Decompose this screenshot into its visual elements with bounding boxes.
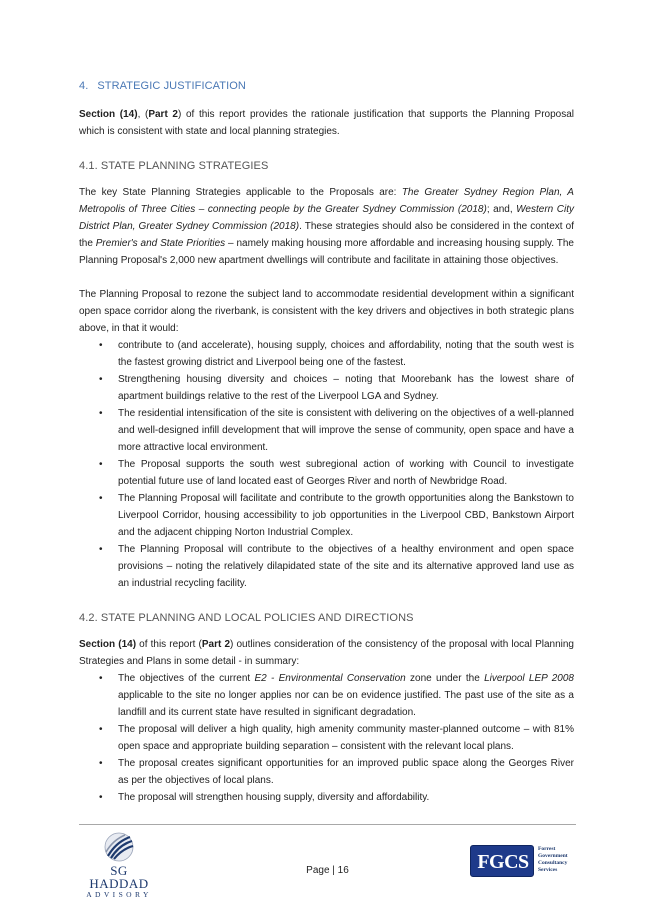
list-item xyxy=(79,337,574,371)
text-run: The key State Planning Strategies applicable to the Proposals are: xyxy=(79,187,402,198)
fgcs-line: Services xyxy=(538,867,558,873)
list-item-text: The proposal creates significant opportunities for an improved public space along the Georges River as per the objectives of local plans. xyxy=(118,758,574,786)
part-ref: Part 2 xyxy=(148,109,178,120)
section-4-intro xyxy=(79,106,574,140)
page-number: Page | 16 xyxy=(306,865,349,876)
fgcs-name-lines xyxy=(538,846,568,874)
text-run: zone under the xyxy=(405,673,485,684)
section-4-1-para-1 xyxy=(79,184,574,269)
bullet-icon: • xyxy=(99,758,103,769)
section-4-2-intro xyxy=(79,636,574,670)
italic-run: The Greater Sydney Region Plan, A Metropolis of Three Cities – connecting people by the Greater Sydney Commission (2018) xyxy=(79,187,574,215)
bullet-icon: • xyxy=(99,459,103,470)
section-ref: Section (14) xyxy=(79,639,137,650)
fgcs-line: Forrest xyxy=(538,846,556,852)
list-item-text: contribute to (and accelerate), housing supply, choices and affordability, noting that the south west is the fastest growing district and Liverpool being one of the fastest. xyxy=(118,340,574,368)
logo-left-subtitle: ADVISORY xyxy=(86,890,152,899)
list-item-text: The Planning Proposal will contribute to the objectives of a healthy environment and open space provisions – noting the relatively dilapidated state of the site and its alternative approved land use as an industrial recycling facility. xyxy=(118,544,574,589)
fgcs-abbreviation: FGCS xyxy=(477,851,529,873)
list-item xyxy=(79,670,574,721)
sg-haddad-logo-icon xyxy=(100,832,138,862)
bullet-icon: • xyxy=(99,724,103,735)
section-4-title: STRATEGIC JUSTIFICATION xyxy=(97,80,246,92)
italic-run: Liverpool LEP 2008 xyxy=(484,673,574,684)
italic-run: Premier's and State Priorities xyxy=(95,238,226,249)
part-ref: Part 2 xyxy=(201,639,231,650)
bullet-icon: • xyxy=(99,493,103,504)
italic-run: E2 - Environmental Conservation xyxy=(254,673,406,684)
list-item xyxy=(79,541,574,592)
fgcs-logo xyxy=(470,845,576,877)
bullet-icon: • xyxy=(99,544,103,555)
text-run: ; and, xyxy=(486,204,517,215)
list-item xyxy=(79,490,574,541)
text-run: applicable to the site no longer applies nor can be on evidence justified. The past use of the site as a landfill and its current state have resulted in significant degradation. xyxy=(118,690,574,718)
list-item-text: The Planning Proposal will facilitate and contribute to the growth opportunities along the Bankstown to Liverpool Corridor, housing accessibility to job opportunities in the Liverpool CBD, Bankstown Airport and the adjacent chipping Norton Industrial Complex. xyxy=(118,493,574,538)
text-run: ) of this report provides the rationale justification that supports the Planning Proposal which is consistent with state and local planning strategies. xyxy=(79,109,575,137)
text-run: of this report ( xyxy=(136,639,202,650)
page-content xyxy=(79,78,574,806)
section-ref: Section (14) xyxy=(79,109,138,120)
section-4-1-heading: 4.1. STATE PLANNING STRATEGIES xyxy=(79,160,269,172)
italic-run: Western City District Plan, Greater Sydney Commission (2018) xyxy=(79,204,574,232)
section-4-1-para-2: The Planning Proposal to rezone the subject land to accommodate residential development within a significant open space corridor along the riverbank, is consistent with the key drivers and objectives in both strategic plans above, in that it would: xyxy=(79,289,574,334)
text-run: – namely making housing more affordable and increasing housing supply. The Planning Proposal's 2,000 new apartment dwellings will contribute and facilitate in attaining those objectives. xyxy=(79,238,574,266)
text-run: , ( xyxy=(137,109,149,120)
section-4-heading xyxy=(79,78,574,95)
list-item xyxy=(79,755,574,789)
logo-left-name: SG HADDAD xyxy=(89,863,149,891)
list-item xyxy=(79,405,574,456)
text-run: The objectives of the current xyxy=(118,673,255,684)
section-4-1-bullet-list xyxy=(79,337,574,592)
text-run: ) outlines consideration of the consistency of the proposal with local Planning Strategies and Plans in some detail - in summary: xyxy=(79,639,574,667)
sg-haddad-logo xyxy=(80,832,158,899)
section-4-2-bullet-list xyxy=(79,670,574,806)
bullet-icon: • xyxy=(99,374,103,385)
text-run: . These strategies should also be considered in the context of the xyxy=(79,221,574,249)
section-4-number: 4. xyxy=(79,80,89,92)
list-item-text: Strengthening housing diversity and choices – noting that Moorebank has the lowest share of apartment buildings relative to the rest of the Liverpool LGA and Sydney. xyxy=(118,374,574,402)
footer-divider xyxy=(79,824,576,825)
bullet-icon: • xyxy=(99,408,103,419)
list-item xyxy=(79,789,574,806)
list-item-text: The proposal will deliver a high quality, high amenity community master-planned outcome – with 81% open space and appropriate building separation – consistent with the relevant local plans. xyxy=(118,724,574,752)
section-4-2-heading: 4.2. STATE PLANNING AND LOCAL POLICIES AND DIRECTIONS xyxy=(79,612,414,624)
fgcs-line: Government xyxy=(538,853,568,859)
list-item-text: The Proposal supports the south west subregional action of working with Council to investigate potential future use of land located east of Georges River and north of Newbridge Road. xyxy=(118,459,574,487)
list-item-text: The residential intensification of the site is consistent with delivering on the objectives of a well-planned and well-designed infill development that will improve the sense of community, open space and have a more attractive local environment. xyxy=(118,408,574,453)
list-item xyxy=(79,456,574,490)
fgcs-line: Consultancy xyxy=(538,860,568,866)
list-item xyxy=(79,371,574,405)
list-item-text: The proposal will strengthen housing supply, diversity and affordability. xyxy=(118,792,430,803)
fgcs-logo-icon xyxy=(470,845,534,877)
list-item xyxy=(79,721,574,755)
bullet-icon: • xyxy=(99,792,103,803)
bullet-icon: • xyxy=(99,673,103,684)
bullet-icon: • xyxy=(99,340,103,351)
